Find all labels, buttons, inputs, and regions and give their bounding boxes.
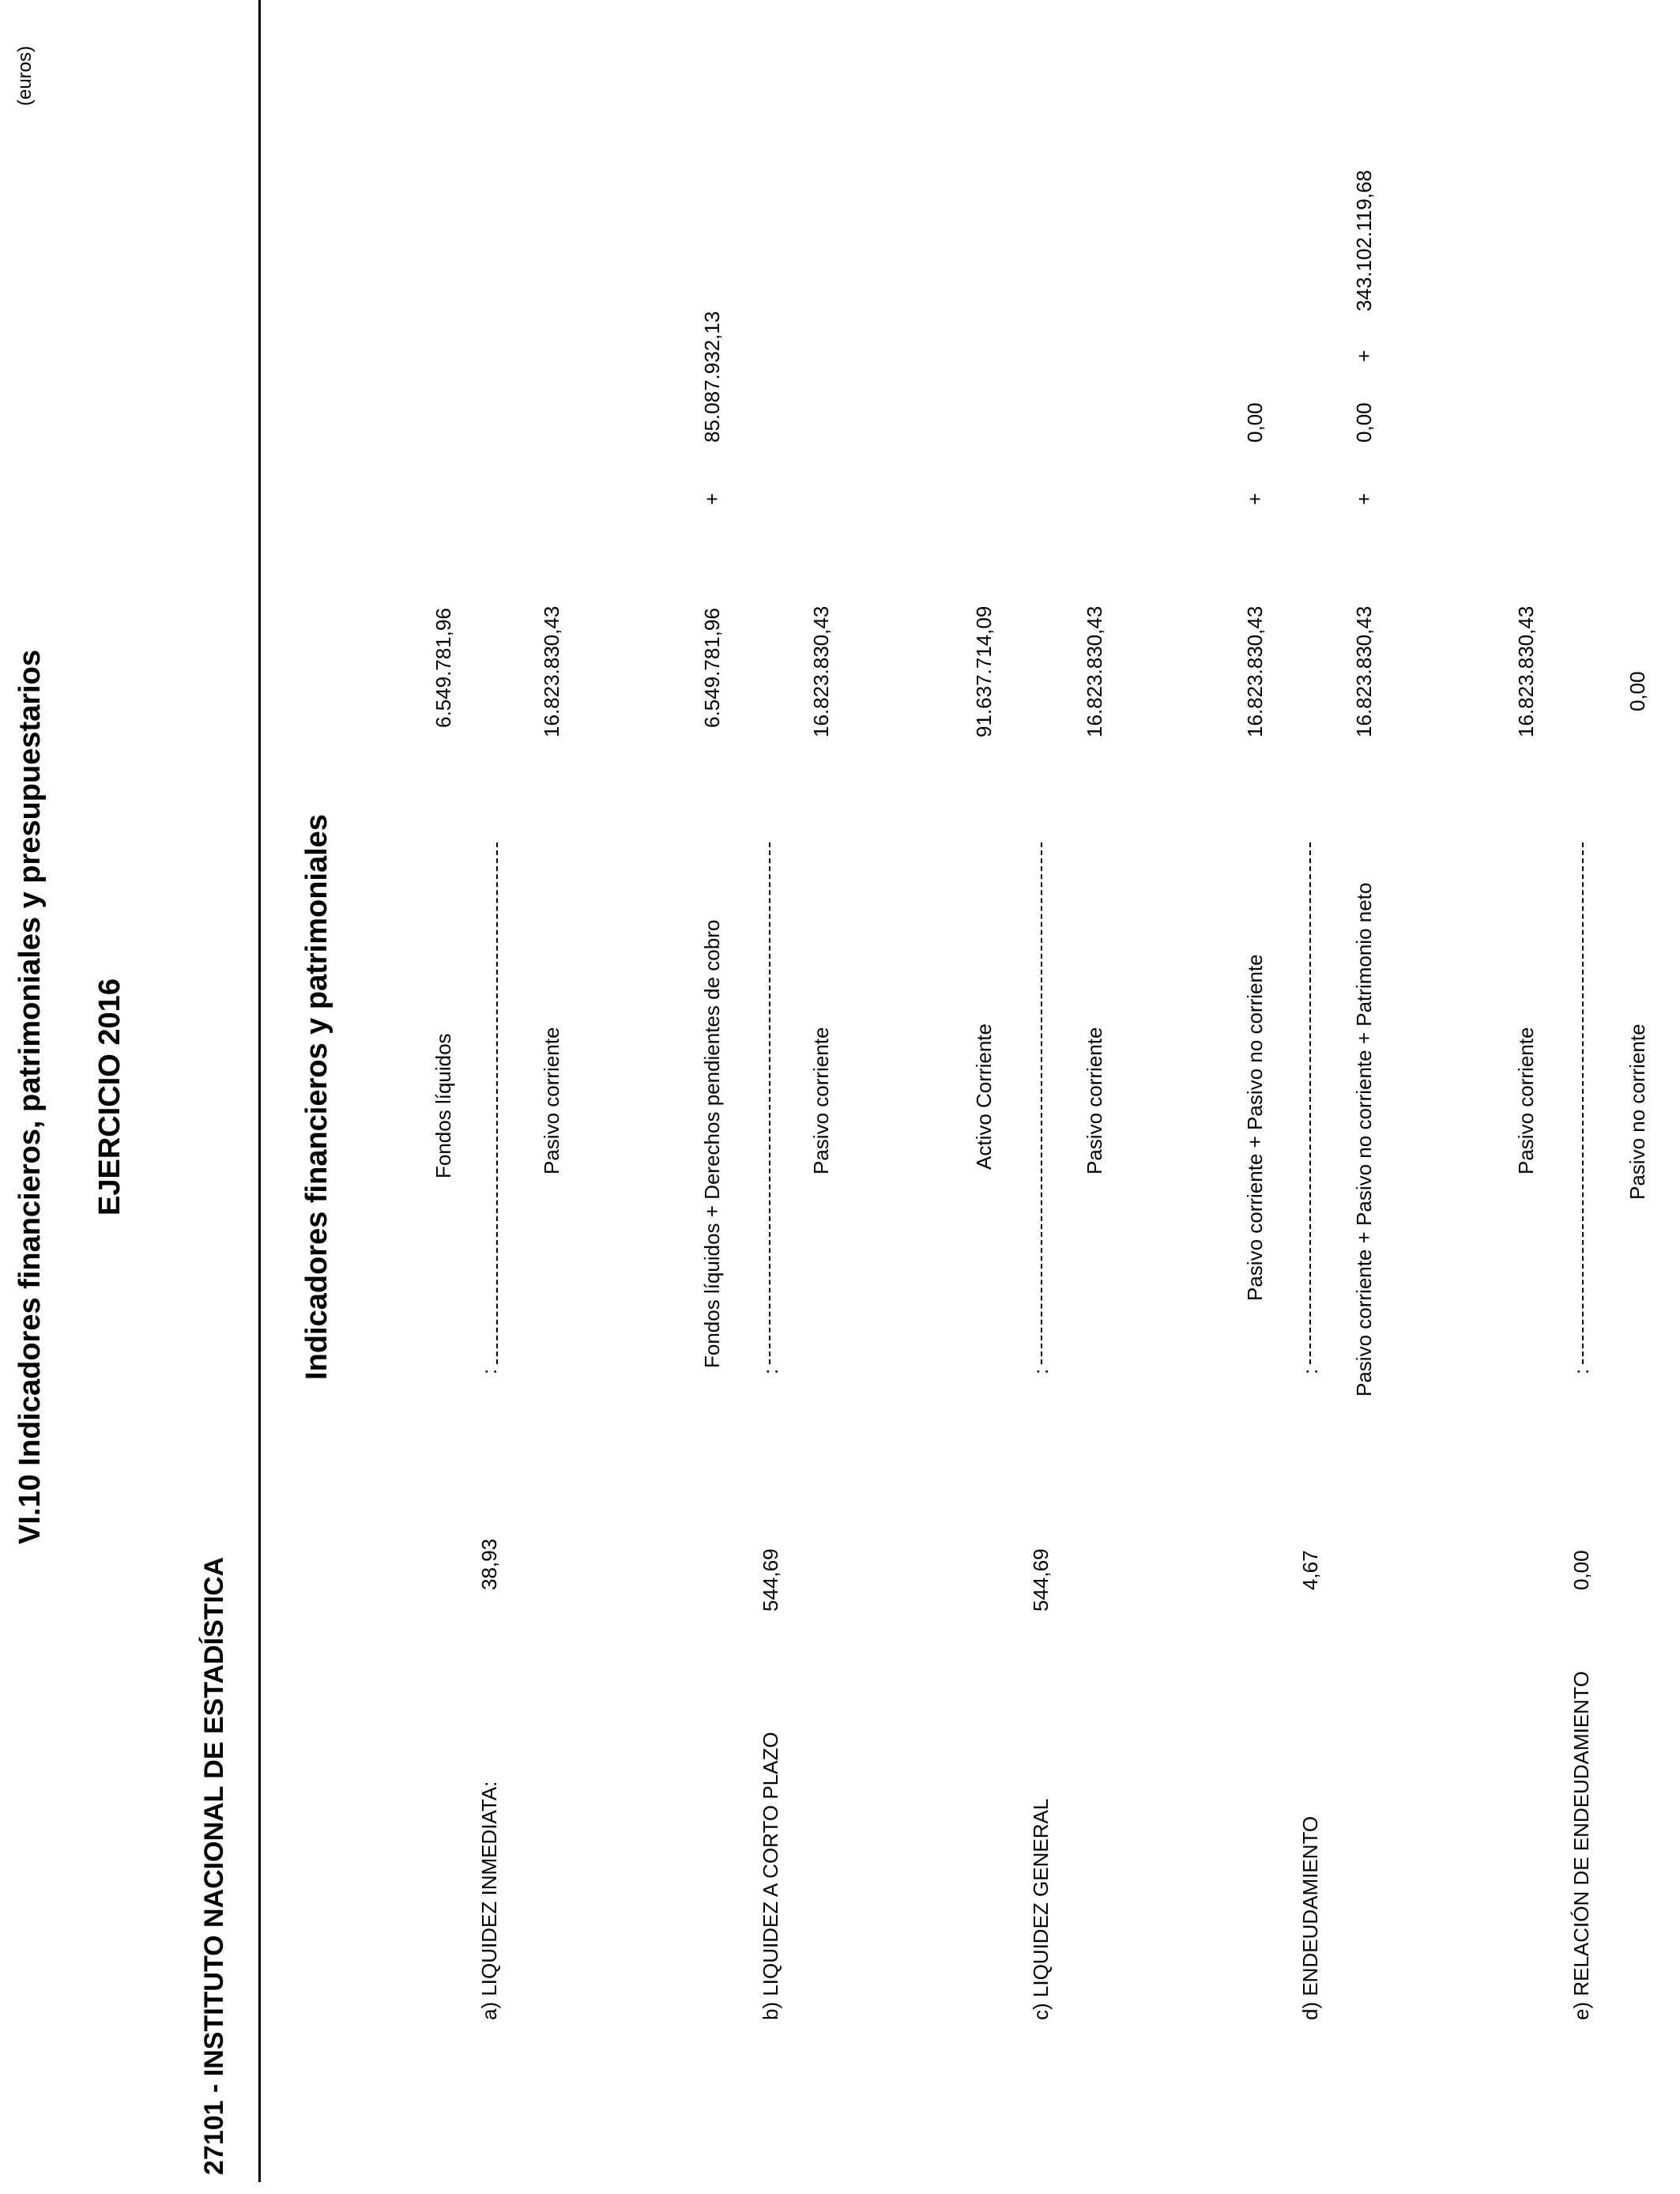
denominator-value: 0,00 <box>1625 671 1649 711</box>
fraction-line <box>496 843 498 1364</box>
indicator-value: 4,67 <box>1298 1550 1322 1590</box>
indicator-value: 38,93 <box>477 1538 501 1590</box>
numerator-value: 91.637.714,09 <box>972 605 996 737</box>
indicator-value: 0,00 <box>1569 1550 1593 1590</box>
fraction-line <box>1309 843 1311 1364</box>
indicator-label: a) LIQUIDEZ INMEDIATA: <box>477 1781 501 2020</box>
denominator-formula: Pasivo corriente <box>540 1027 563 1174</box>
plus-operator: + <box>700 492 724 505</box>
denominator-value: 16.823.830,43 <box>540 605 563 737</box>
section-title: Indicadores financieros y patrimoniales <box>300 814 333 1380</box>
report-title: VI.10 Indicadores financieros, patrimoniales y presupuestarios <box>13 650 47 1544</box>
indicator-label: e) RELACIÓN DE ENDEUDAMIENTO <box>1569 1671 1593 2020</box>
fraction-line <box>769 843 770 1364</box>
plus-operator: + <box>1352 349 1376 362</box>
numerator-value: 16.823.830,43 <box>1514 605 1538 737</box>
numerator-value: 85.087.932,13 <box>700 311 724 443</box>
indicator-separator: : <box>1298 1368 1322 1374</box>
denominator-value: 16.823.830,43 <box>1083 605 1106 737</box>
numerator-formula: Pasivo corriente + Pasivo no corriente <box>1243 954 1267 1301</box>
indicator-label: d) ENDEUDAMIENTO <box>1298 1815 1322 2020</box>
numerator-formula: Pasivo corriente <box>1514 1027 1538 1174</box>
numerator-value: 6.549.781,96 <box>700 608 724 728</box>
plus-operator: + <box>1243 492 1267 505</box>
fraction-line <box>1582 843 1584 1364</box>
numerator-value: 0,00 <box>1243 402 1267 443</box>
indicator-value: 544,69 <box>759 1548 782 1612</box>
numerator-value: 6.549.781,96 <box>431 608 455 728</box>
indicator-separator: : <box>1029 1368 1053 1374</box>
currency-unit: (euros) <box>14 45 36 106</box>
denominator-formula: Pasivo corriente <box>809 1027 833 1174</box>
denominator-value: 16.823.830,43 <box>1352 605 1376 737</box>
numerator-formula: Activo Corriente <box>972 1023 996 1170</box>
denominator-value: 16.823.830,43 <box>809 605 833 737</box>
numerator-formula: Fondos líquidos <box>431 1033 455 1178</box>
indicator-separator: : <box>477 1368 501 1374</box>
denominator-formula: Pasivo corriente <box>1083 1027 1106 1174</box>
indicator-separator: : <box>1569 1368 1593 1374</box>
numerator-formula: Fondos líquidos + Derechos pendientes de cobro <box>700 919 724 1368</box>
entity-name: 27101 - INSTITUTO NACIONAL DE ESTADÍSTICA <box>199 1556 229 2175</box>
indicator-label: b) LIQUIDEZ A CORTO PLAZO <box>759 1732 782 2020</box>
fraction-line <box>1041 843 1042 1364</box>
indicator-label: c) LIQUIDEZ GENERAL <box>1029 1798 1053 2020</box>
indicator-separator: : <box>759 1368 782 1374</box>
indicator-value: 544,69 <box>1029 1548 1053 1612</box>
denominator-formula: Pasivo corriente + Pasivo no corriente + Patrimonio neto <box>1352 882 1376 1397</box>
header-rule <box>258 0 261 2182</box>
plus-operator: + <box>1352 492 1376 505</box>
denominator-value: 0,00 <box>1352 402 1376 443</box>
fiscal-year-title: EJERCICIO 2016 <box>93 978 126 1216</box>
denominator-formula: Pasivo no corriente <box>1625 1023 1649 1200</box>
denominator-value: 343.102.119,68 <box>1352 170 1376 311</box>
numerator-value: 16.823.830,43 <box>1243 605 1267 737</box>
